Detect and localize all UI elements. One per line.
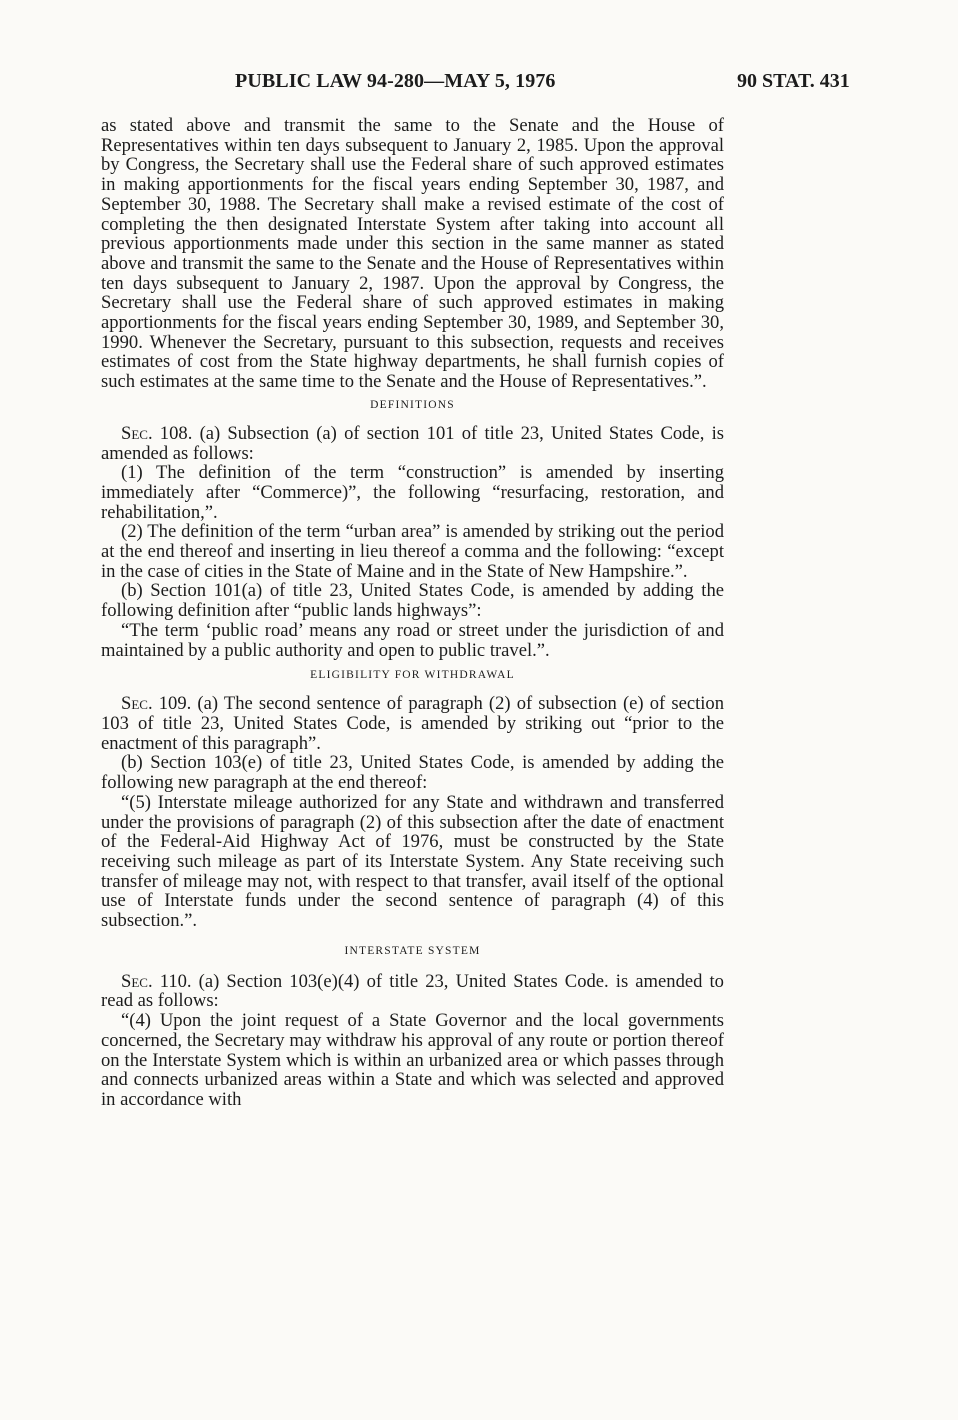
body-text <box>101 116 724 1110</box>
sec-108-subsection-b: (b) Section 101(a) of title 23, United States Code, is amended by adding the following definition after “public lands highways”: <box>101 580 724 622</box>
section-heading-interstate: INTERSTATE SYSTEM <box>344 944 481 957</box>
sec-108-intro <box>101 424 724 463</box>
statute-page-number: 90 STAT. 431 <box>737 70 850 92</box>
sec-108-quote: “The term ‘public road’ means any road or street under the jurisdiction of and maintained by a public authority and open to public travel.”. <box>101 619 724 661</box>
sec-110-text: (a) Section 103(e)(4) of title 23, United States Code. is amended to read as follows: <box>101 970 724 1012</box>
sec-110-label: Sec. 110. <box>121 970 192 992</box>
sec-109-paragraph-5: “(5) Interstate mileage authorized for any State and withdrawn and transferred under the provisions of paragraph (2) of this subsection after the date of enactment of the Federal-Aid Highway Act of 1976, must be constructed by the State receiving such mileage as part of its Interstate System. Any State receiving such transfer of mileage may not, with respect to that transfer, avail itself of the optional use of Interstate funds under the second sentence of paragraph (4) of this subsection.”. <box>101 791 724 932</box>
sec-109-label: Sec. 109. <box>121 693 192 715</box>
paragraph-continuation: as stated above and transmit the same to the Senate and the House of Representatives within ten days subsequent to January 2, 1985. Upon the approval by Congress, the Secretary shall use the Federal share of such approved estimates in making apportionments for the fiscal years ending September 30, 1987, and September 30, 1988. The Secretary shall make a revised estimate of the cost of completing the then designated Interstate System after taking into account all previous apportionments made under this section in the same manner as stated above and transmit the same to the Senate and the House of Representatives within ten days subsequent to January 2, 1987. Upon the approval by Congress, the Secretary shall use the Federal share of such approved estimates in making apportionments for the fiscal years ending September 30, 1989, and September 30, 1990. Whenever the Secretary, pursuant to this subsection, requests and receives estimates of cost from the State highway departments, he shall furnish copies of such estimates at the same time to the Senate and the House of Representatives.”. <box>101 115 724 393</box>
section-heading-definitions: DEFINITIONS <box>370 398 455 411</box>
sec-108-clause-1: (1) The definition of the term “construction” is amended by inserting immediately after “Commerce)”, the following “resurfacing, restoration, and rehabilitation,”. <box>101 462 724 523</box>
section-heading-eligibility: ELIGIBILITY FOR WITHDRAWAL <box>310 669 515 682</box>
sec-109-intro <box>101 694 724 753</box>
page-header <box>0 70 958 100</box>
sec-109-text: (a) The second sentence of paragraph (2) of subsection (e) of section 103 of title 23, United States Code, is amended by striking out “prior to the enactment of this paragraph”. <box>101 693 724 754</box>
sec-110-paragraph-4: “(4) Upon the joint request of a State Governor and the local governments concerned, the Secretary may withdraw his approval of any route or portion thereof on the Interstate System which is within an urbanized area or which passes through and connects urbanized areas within a State and which was selected and approved in accordance with <box>101 1010 724 1110</box>
sec-109-subsection-b: (b) Section 103(e) of title 23, United States Code, is amended by adding the following new paragraph at the end thereof: <box>101 752 724 794</box>
sec-108-text: (a) Subsection (a) of section 101 of title 23, United States Code, is amended as follows: <box>101 422 724 464</box>
sec-110-intro <box>101 972 724 1011</box>
sec-108-label: Sec. 108. <box>121 422 193 444</box>
header-title: PUBLIC LAW 94-280—MAY 5, 1976 <box>235 70 556 92</box>
sec-108-clause-2: (2) The definition of the term “urban area” is amended by striking out the period at the end thereof and inserting in lieu thereof a comma and the following: “except in the case of cities in the State of Maine and in the State of New Hampshire.”. <box>101 521 724 582</box>
